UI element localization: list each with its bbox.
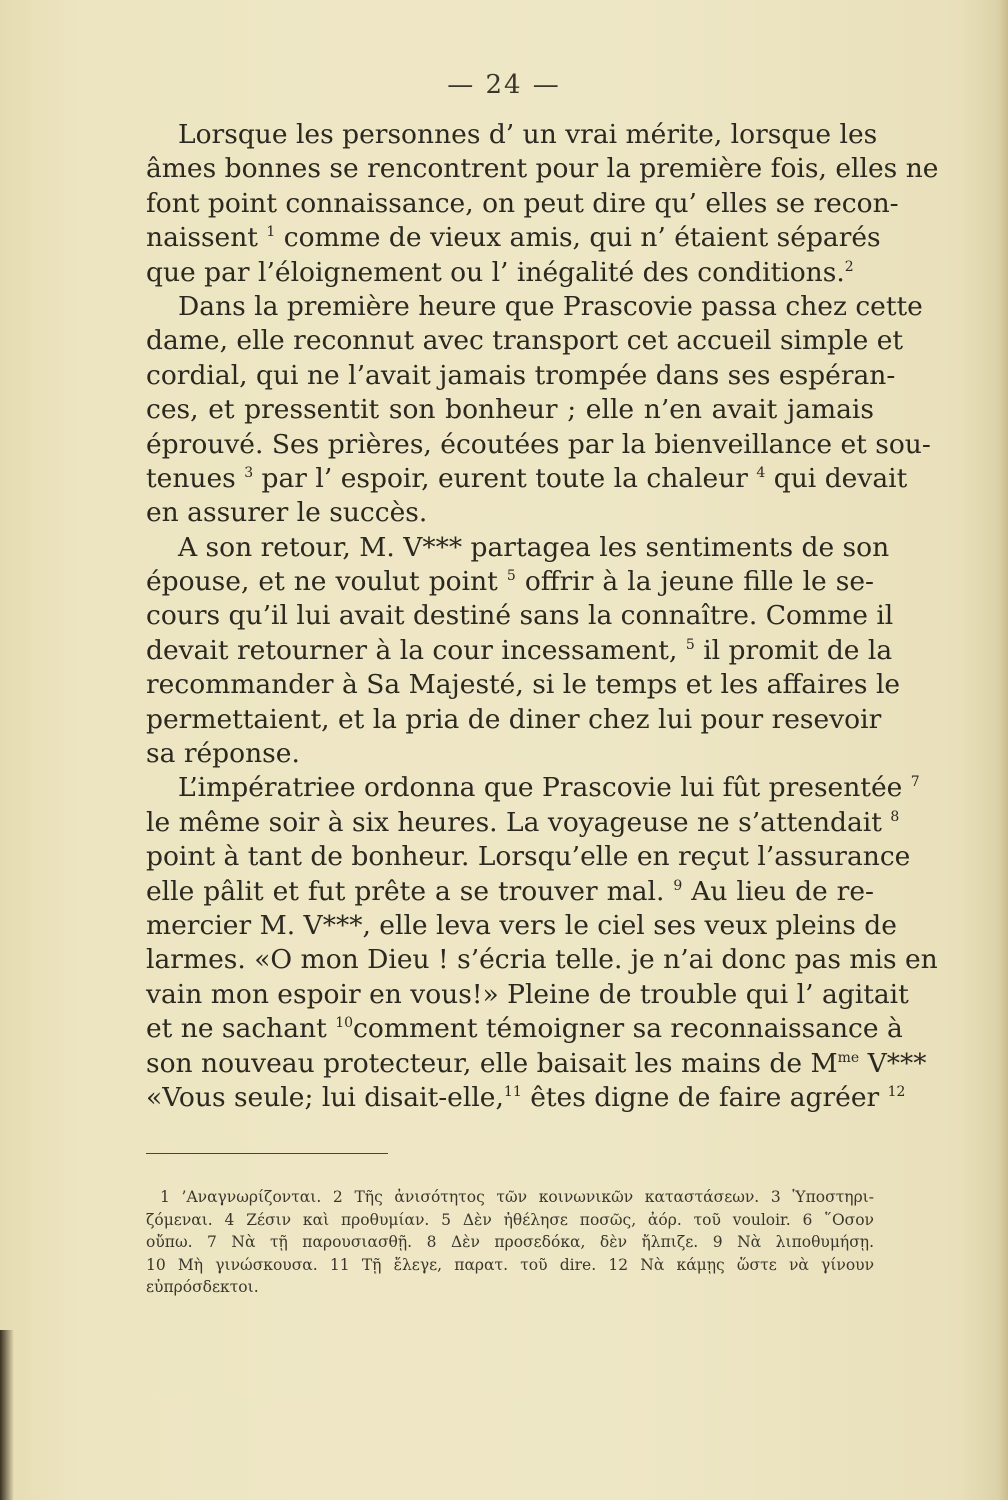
text-line: épouse, et ne voulut point $^5$ offrir à la jeune fille le se-	[146, 566, 874, 598]
text-line: devait retourner à la cour incessament, $^5$ il promit de la	[146, 634, 893, 666]
text-line: cours qu’il lui avait destiné sans la connaître. Comme il	[146, 600, 894, 632]
page-number: — 24 —	[447, 70, 561, 100]
text-line: en assurer le succès.	[146, 497, 428, 529]
text-line: font point connaissance, on peut dire qu’ elles se recon-	[146, 187, 899, 219]
body-text	[146, 118, 939, 1115]
text-line: âmes bonnes se rencontrent pour la première fois, elles ne	[146, 153, 939, 185]
text-line: L’impératriee ordonna que Prascovie lui fût presentée $^7$	[178, 772, 920, 804]
text-line: vain mon espoir en vous!» Pleine de trouble qui l’ agitait	[146, 978, 909, 1010]
text-line: Lorsque les personnes d’ un vrai mérite, lorsque les	[178, 119, 878, 150]
text-line: «Vous seule; lui disait-elle,$^{11}$ êtes digne de faire agréer $^{12}$	[146, 1081, 906, 1113]
footnote-line: οὔπω. 7 Νὰ τῇ παρουσιασθῇ. 8 Δὲν προσεδόκα, δὲν ἤλπιζε. 9 Νὰ λιποθυμήσῃ.	[146, 1233, 874, 1251]
text-line: larmes. «O mon Dieu ! s’écria telle. je n’ai donc pas mis en	[146, 944, 938, 976]
text-line: sa réponse.	[146, 738, 300, 770]
footnote-divider	[146, 1153, 388, 1154]
footnote-line: ζόμεναι. 4 Ζέσιν καὶ προθυμίαν. 5 Δὲν ἠθέλησε ποσῶς, ἀόρ. τοῦ vouloir. 6 ῞Οσον	[146, 1210, 874, 1229]
footnote-ref: 10	[335, 1015, 354, 1032]
text-line: éprouvé. Ses prières, écoutées par la bienveillance et sou-	[146, 428, 931, 460]
footnote-line: 1 ’Αναγνωρίζονται. 2 Τῆς ἀνισότητος τῶν κοινωνικῶν καταστάσεων. 3 Ὑποστηρι-	[160, 1188, 874, 1206]
text-line: elle pâlit et fut prête a se trouver mal. $^9$ Au lieu de re-	[146, 875, 874, 907]
footnote-ref: 11	[503, 1083, 522, 1100]
page-binding-shadow	[0, 1330, 14, 1500]
text-line: que par l’éloignement ou l’ inégalité des conditions.$^2$	[146, 256, 854, 288]
footnotes	[146, 1186, 874, 1299]
text-line: Dans la première heure que Prascovie passa chez cette	[178, 290, 923, 322]
text-line: dame, elle reconnut avec transport cet accueil simple et	[146, 325, 904, 357]
footnote-ref: 7	[910, 774, 920, 791]
title-abbrev: me	[837, 1049, 860, 1066]
footnote-ref: 9	[673, 877, 683, 894]
footnote-ref: 5	[506, 568, 516, 585]
footnote-ref: 8	[890, 808, 900, 825]
text-line: A son retour, M. V*** partagea les sentiments de son	[178, 531, 890, 563]
footnote-ref: 3	[244, 464, 254, 481]
footnote-ref: 1	[266, 224, 276, 241]
footnote-line: 10 Μὴ γινώσκουσα. 11 Τῇ ἔλεγε, παρατ. τοῦ dire. 12 Νὰ κάμῃς ὥστε νὰ γίνουν	[146, 1255, 874, 1274]
text-line: cordial, qui ne l’avait jamais trompée dans ses espéran-	[146, 359, 896, 391]
text-line: le même soir à six heures. La voyageuse ne s’attendait $^8$	[146, 806, 900, 838]
text-line: permettaient, et la pria de diner chez lui pour resevoir	[146, 703, 882, 735]
footnote-line: εὐπρόσδεκτοι.	[146, 1278, 259, 1296]
text-line: recommander à Sa Majesté, si le temps et les affaires le	[146, 669, 901, 701]
text-line: et ne sachant $^{10}$comment témoigner sa reconnaissance à	[146, 1013, 903, 1045]
text-line: ces, et pressentit son bonheur ; elle n’en avait jamais	[146, 394, 874, 426]
text-line: mercier M. V***, elle leva vers le ciel ses veux pleins de	[146, 909, 897, 941]
text-line: point à tant de bonheur. Lorsqu’elle en reçut l’assurance	[146, 841, 911, 873]
text-line: naissent $^1$ comme de vieux amis, qui n’ étaient séparés	[146, 222, 881, 254]
footnote-ref: 12	[887, 1083, 906, 1100]
text-line: son nouveau protecteur, elle baisait les mains de $M^{me}$ V***	[146, 1047, 927, 1079]
footnote-ref: 2	[844, 258, 854, 275]
page-edge-right	[998, 0, 1008, 1500]
footnote-ref: 5	[685, 636, 695, 653]
footnote-ref: 4	[756, 464, 766, 481]
text-line: tenues $^3$ par l’ espoir, eurent toute la chaleur $^4$ qui devait	[146, 462, 908, 494]
